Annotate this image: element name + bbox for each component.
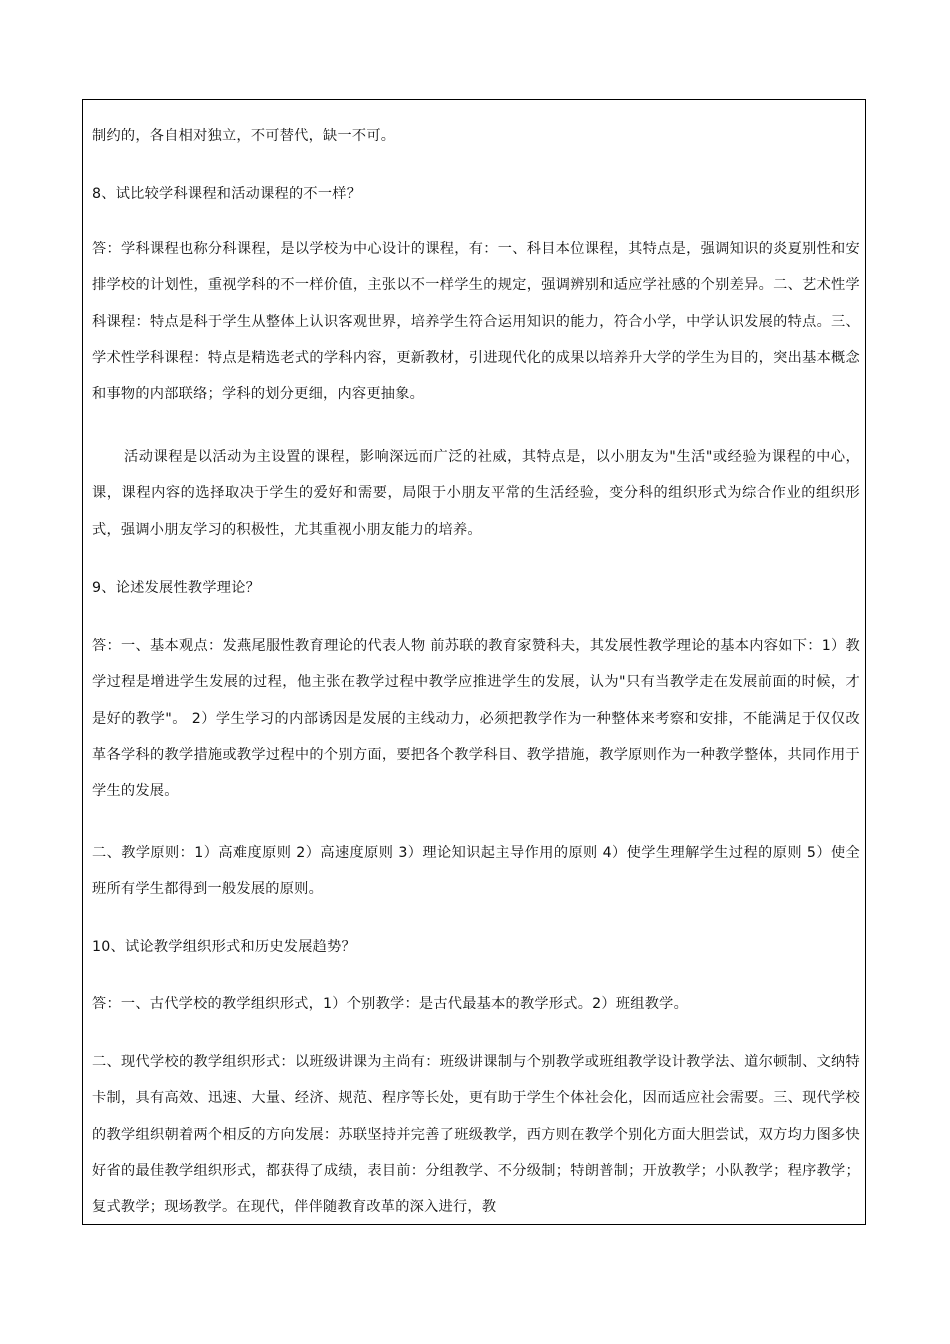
question-8: 8、试比较学科课程和活动课程的不一样？ bbox=[92, 186, 362, 202]
question-10: 10、试论教学组织形式和历史发展趋势？ bbox=[92, 939, 356, 955]
question-9: 9、论述发展性教学理论？ bbox=[92, 580, 261, 596]
text-frame bbox=[82, 99, 866, 1225]
answer-8-activity-curriculum: 活动课程是以活动为主设置的课程，影响深远而广泛的社威，其特点是，以小朋友为"生活"或经验为课程的中心，课，课程内容的选择取决于学生的爱好和需要，局限于小朋友平常的生活经验，变分科的组织形式为综合作业的组织形式，强调小朋友学习的积极性，尤其重视小朋友能力的培养。 bbox=[92, 449, 860, 538]
answer-10-ancient: 答：一、古代学校的教学组织形式，1）个别教学：是古代最基本的教学形式。2）班组教学。 bbox=[92, 996, 689, 1012]
answer-9-basic-viewpoints: 答：一、基本观点：发燕尾服性教育理论的代表人物 前苏联的教育家赞科夫，其发展性教学理论的基本内容如下：1）教学过程是增进学生发展的过程，他主张在教学过程中教学应推进学生的发展，认为"只有当教学走在发展前面的时候，才是好的教学"。 2）学生学习的内部诱因是发展的主线动力，必须把教学作为一种整体来考察和安排，不能满足于仅仅改革各学科的教学措施或教学过程中的个别方面，要把各个教学科目、教学措施，教学原则作为一种教学整体，共同作用于学生的发展。 bbox=[92, 638, 860, 800]
answer-9-teaching-principles: 二、教学原则：1）高难度原则 2）高速度原则 3）理论知识起主导作用的原则 4）使学生理解学生过程的原则 5）使全班所有学生都得到一般发展的原则。 bbox=[92, 845, 860, 898]
answer-8-subject-curriculum: 答：学科课程也称分科课程，是以学校为中心设计的课程，有：一、科目本位课程，其特点是，强调知识的炎夏别性和安排学校的计划性，重视学科的不一样价值，主张以不一样学生的规定，强调辨别和适应学社感的个别差异。二、艺术性学科课程：特点是科于学生从整体上认识客观世界，培养学生符合运用知识的能力，符合小学，中学认识发展的特点。三、学术性学科课程：特点是精选老式的学科内容，更新教材，引进现代化的成果以培养升大学的学生为目的，突出基本概念和事物的内部联络；学科的划分更细，内容更抽象。 bbox=[92, 241, 860, 403]
paragraph-1: 制约的，各自相对独立，不可替代，缺一不可。 bbox=[92, 128, 396, 144]
answer-10-modern: 二、现代学校的教学组织形式：以班级讲课为主尚有：班级讲课制与个别教学或班组教学设计教学法、道尔顿制、文纳特卡制，具有高效、迅速、大量、经济、规范、程序等长处，更有助于学生个体社会化，因而适应社会需要。三、现代学校的教学组织朝着两个相反的方向发展：苏联坚持并完善了班级教学，西方则在教学个别化方面大胆尝试，双方均力图多快好省的最佳教学组织形式，都获得了成绩，表目前：分组教学、不分级制；特朗普制；开放教学；小队教学；程序教学；复式教学；现场教学。在现代，伴伴随教育改革的深入进行，教 bbox=[92, 1054, 860, 1216]
